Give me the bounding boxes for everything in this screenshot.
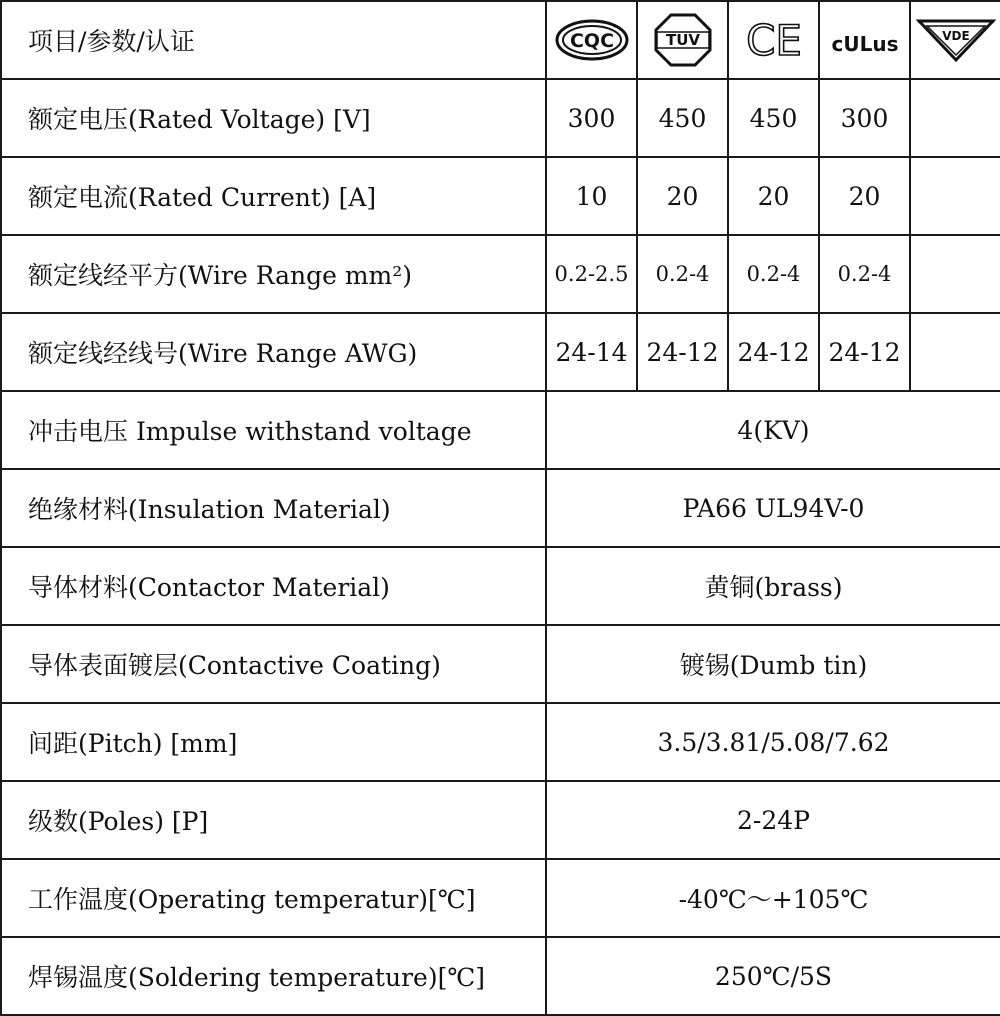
cell-value <box>910 79 1000 157</box>
header-row <box>1 1 1000 79</box>
cell-value: 20 <box>728 157 819 235</box>
cell-value: 24-12 <box>637 313 728 391</box>
table-row <box>1 625 1000 703</box>
cul-us-logo-icon <box>824 15 906 65</box>
row-label: 额定电压(Rated Voltage) [V] <box>1 79 546 157</box>
cell-value: 2-24P <box>546 781 1000 859</box>
row-label: 额定线经平方(Wire Range mm²) <box>1 235 546 313</box>
cell-value: 镀锡(Dumb tin) <box>546 625 1000 703</box>
cqc-logo-cell <box>546 1 637 79</box>
cell-value: 450 <box>637 79 728 157</box>
header-label: 项目/参数/认证 <box>1 1 546 79</box>
table-row <box>1 235 1000 313</box>
ce-logo-cell <box>728 1 819 79</box>
cell-value: 黄铜(brass) <box>546 547 1000 625</box>
row-label: 间距(Pitch) [mm] <box>1 703 546 781</box>
cell-value: 20 <box>819 157 910 235</box>
table-row <box>1 157 1000 235</box>
cell-value: 250℃/5S <box>546 937 1000 1015</box>
table-row <box>1 79 1000 157</box>
vde-logo-text: VDE <box>941 29 970 43</box>
cell-value: 24-12 <box>728 313 819 391</box>
table-row <box>1 469 1000 547</box>
row-label: 导体材料(Contactor Material) <box>1 547 546 625</box>
cell-value <box>910 235 1000 313</box>
row-label: 工作温度(Operating temperatur)[℃] <box>1 859 546 937</box>
cell-value: 4(KV) <box>546 391 1000 469</box>
table-row <box>1 859 1000 937</box>
cell-value: PA66 UL94V-0 <box>546 469 1000 547</box>
cell-value: 24-14 <box>546 313 637 391</box>
row-label: 焊锡温度(Soldering temperature)[℃] <box>1 937 546 1015</box>
row-label: 冲击电压 Impulse withstand voltage <box>1 391 546 469</box>
cqc-logo-icon <box>554 17 630 63</box>
row-label: 绝缘材料(Insulation Material) <box>1 469 546 547</box>
tuv-logo-cell <box>637 1 728 79</box>
table-row <box>1 703 1000 781</box>
cell-value: 0.2-2.5 <box>546 235 637 313</box>
ce-logo-text: CE <box>745 16 802 65</box>
table-row <box>1 781 1000 859</box>
cell-value: 0.2-4 <box>637 235 728 313</box>
cell-value: 3.5/3.81/5.08/7.62 <box>546 703 1000 781</box>
vde-logo-icon <box>916 17 996 63</box>
tuv-logo-icon <box>653 12 713 68</box>
cqc-logo-text: CQC <box>569 30 614 52</box>
table-row <box>1 547 1000 625</box>
cul-us-logo-text: cULus <box>831 32 898 56</box>
row-label: 导体表面镀层(Contactive Coating) <box>1 625 546 703</box>
cell-value <box>910 157 1000 235</box>
cell-value: 0.2-4 <box>819 235 910 313</box>
cell-value: 450 <box>728 79 819 157</box>
table-row <box>1 937 1000 1015</box>
cell-value: 20 <box>637 157 728 235</box>
vde-logo-cell <box>910 1 1000 79</box>
cell-value: -40℃～+105℃ <box>546 859 1000 937</box>
cell-value <box>910 313 1000 391</box>
row-label: 额定线经线号(Wire Range AWG) <box>1 313 546 391</box>
row-label: 级数(Poles) [P] <box>1 781 546 859</box>
cell-value: 300 <box>819 79 910 157</box>
cul-us-logo-cell <box>819 1 910 79</box>
row-label: 额定电流(Rated Current) [A] <box>1 157 546 235</box>
cell-value: 300 <box>546 79 637 157</box>
table-row <box>1 313 1000 391</box>
table-row <box>1 391 1000 469</box>
cell-value: 10 <box>546 157 637 235</box>
cell-value: 0.2-4 <box>728 235 819 313</box>
ce-logo-icon <box>744 15 804 65</box>
cell-value: 24-12 <box>819 313 910 391</box>
tuv-logo-text: TUV <box>665 31 700 49</box>
